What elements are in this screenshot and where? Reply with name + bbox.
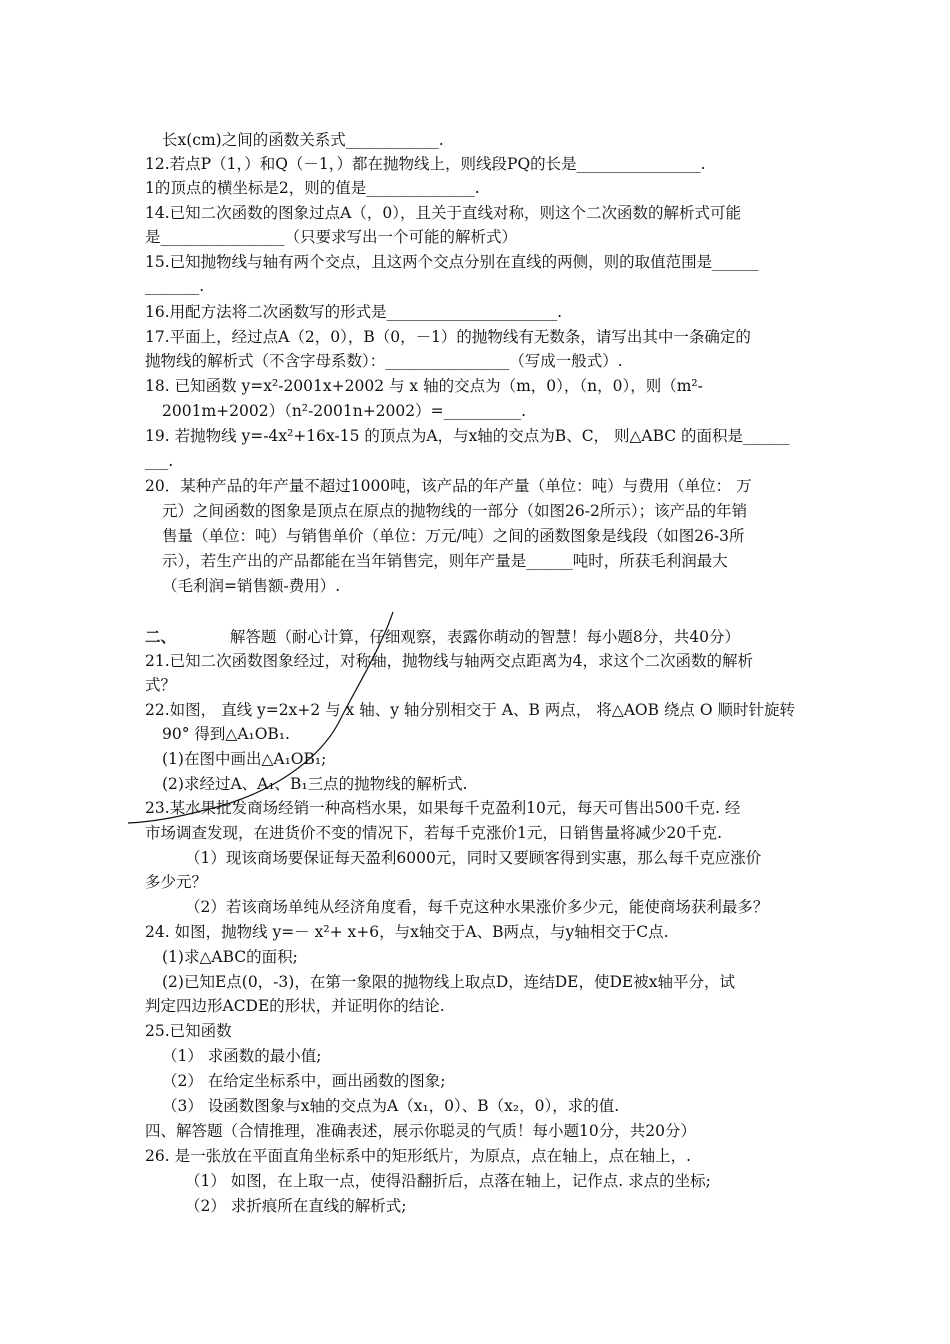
- q26-part1: （1） 如图，在上取一点，使得沿翻折后，点落在轴上，记作点. 求点的坐标;: [185, 1172, 711, 1190]
- q24-part2-line1: (2)已知E点(0，-3)，在第一象限的抛物线上取点D，连结DE，使DE被x轴平分，试: [162, 973, 735, 991]
- q20-line2: 元）之间函数的图象是顶点在原点的抛物线的一部分（如图26-2所示）；该产品的年销: [162, 502, 748, 520]
- q22-line1: 22.如图， 直线 y=2x+2 与 x 轴、y 轴分别相交于 A、B 两点， 将△AOB 绕点 O 顺时针旋转: [145, 701, 795, 719]
- q17-line2: 抛物线的解析式（不含字母系数）：________________（写成一般式）.: [145, 352, 623, 370]
- q20-line1: 20．某种产品的年产量不超过1000吨，该产品的年产量（单位：吨）与费用（单位： 万: [145, 477, 752, 495]
- q17-line1: 17.平面上，经过点A（2，0），B（0，－1）的抛物线有无数条，请写出其中一条确定的: [145, 328, 751, 346]
- q13: 1的顶点的横坐标是2，则的值是______________.: [145, 179, 480, 197]
- q22-line2: 90° 得到△A₁OB₁.: [162, 725, 290, 743]
- q21-line1: 21.已知二次函数图象经过，对称轴，抛物线与轴两交点距离为4，求这个二次函数的解析: [145, 652, 754, 670]
- q23-line1: 23.某水果批发商场经销一种高档水果，如果每千克盈利10元，每天可售出500千克. 经: [145, 799, 741, 817]
- q20-line4: 示），若生产出的产品都能在当年销售完，则年产量是______吨时，所获毛利润最大: [162, 552, 728, 570]
- q18-line2: 2001m+2002）（n²-2001n+2002）=__________.: [162, 402, 527, 420]
- q20-line5: （毛利润=销售额-费用）.: [162, 577, 341, 595]
- q20-line3: 售量（单位：吨）与销售单价（单位：万元/吨）之间的函数图象是线段（如图26-3所: [162, 527, 745, 545]
- q24-part2-line2: 判定四边形ACDE的形状，并证明你的结论.: [145, 997, 445, 1015]
- q26-line1: 26. 是一张放在平面直角坐标系中的矩形纸片，为原点，点在轴上，点在轴上，.: [145, 1147, 692, 1165]
- q21-line2: 式？: [145, 676, 177, 694]
- q25-part3: （3） 设函数图象与x轴的交点为A（x₁，0）、B（x₂，0），求的值.: [162, 1097, 620, 1115]
- q24-part1: (1)求△ABC的面积;: [162, 948, 298, 966]
- q25-part1: （1） 求函数的最小值;: [162, 1047, 322, 1065]
- q23-part1-line2: 多少元？: [145, 873, 208, 891]
- q18-line1: 18. 已知函数 y=x²-2001x+2002 与 x 轴的交点为（m，0），（n，0），则（m²-: [145, 377, 703, 395]
- q23-line2: 市场调查发现，在进货价不变的情况下，若每千克涨价1元，日销售量将减少20千克.: [145, 824, 723, 842]
- q19-line2: ___.: [145, 452, 174, 470]
- q15-line1: 15.已知抛物线与轴有两个交点，且这两个交点分别在直线的两侧，则的取值范围是______: [145, 253, 759, 271]
- q23-part1-line1: （1）现该商场要保证每天盈利6000元，同时又要顾客得到实惠，那么每千克应涨价: [185, 849, 762, 867]
- q14-line1: 14.已知二次函数的图象过点A（，0），且关于直线对称，则这个二次函数的解析式可能: [145, 204, 741, 222]
- q25-part2: （2） 在给定坐标系中，画出函数的图象;: [162, 1072, 446, 1090]
- q11-tail: 长x(cm)之间的函数关系式____________.: [162, 131, 444, 149]
- q15-line2: _______.: [145, 277, 205, 295]
- section-2-heading: [145, 625, 810, 649]
- q23-part2: （2）若该商场单纯从经济角度看，每千克这种水果涨价多少元，能使商场获利最多？: [185, 898, 769, 916]
- q22-part2: (2)求经过A、A₁、B₁三点的抛物线的解析式.: [162, 775, 468, 793]
- q14-line2: 是________________（只要求写出一个可能的解析式）: [145, 228, 518, 246]
- q19-line1: 19. 若抛物线 y=-4x²+16x-15 的顶点为A，与x轴的交点为B、C， 则△ABC 的面积是______: [145, 427, 790, 445]
- section-2-number: 二、: [145, 627, 177, 646]
- q25-line1: 25.已知函数: [145, 1022, 232, 1040]
- section-4-heading: 四、解答题（合情推理，准确表述，展示你聪灵的气质！每小题10分，共20分）: [145, 1122, 696, 1140]
- q12: 12.若点P（1，）和Q（－1，）都在抛物线上，则线段PQ的长是________________.: [145, 155, 706, 173]
- section-2-title: 解答题（耐心计算，仔细观察，表露你萌动的智慧！每小题8分，共40分）: [229, 628, 740, 646]
- q22-part1: (1)在图中画出△A₁OB₁;: [162, 750, 327, 768]
- q16: 16.用配方法将二次函数写的形式是______________________.: [145, 303, 563, 321]
- q26-part2: （2） 求折痕所在直线的解析式;: [185, 1197, 407, 1215]
- q24-line1: 24. 如图，抛物线 y=－ x²+ x+6，与x轴交于A、B两点，与y轴相交于C点.: [145, 923, 669, 941]
